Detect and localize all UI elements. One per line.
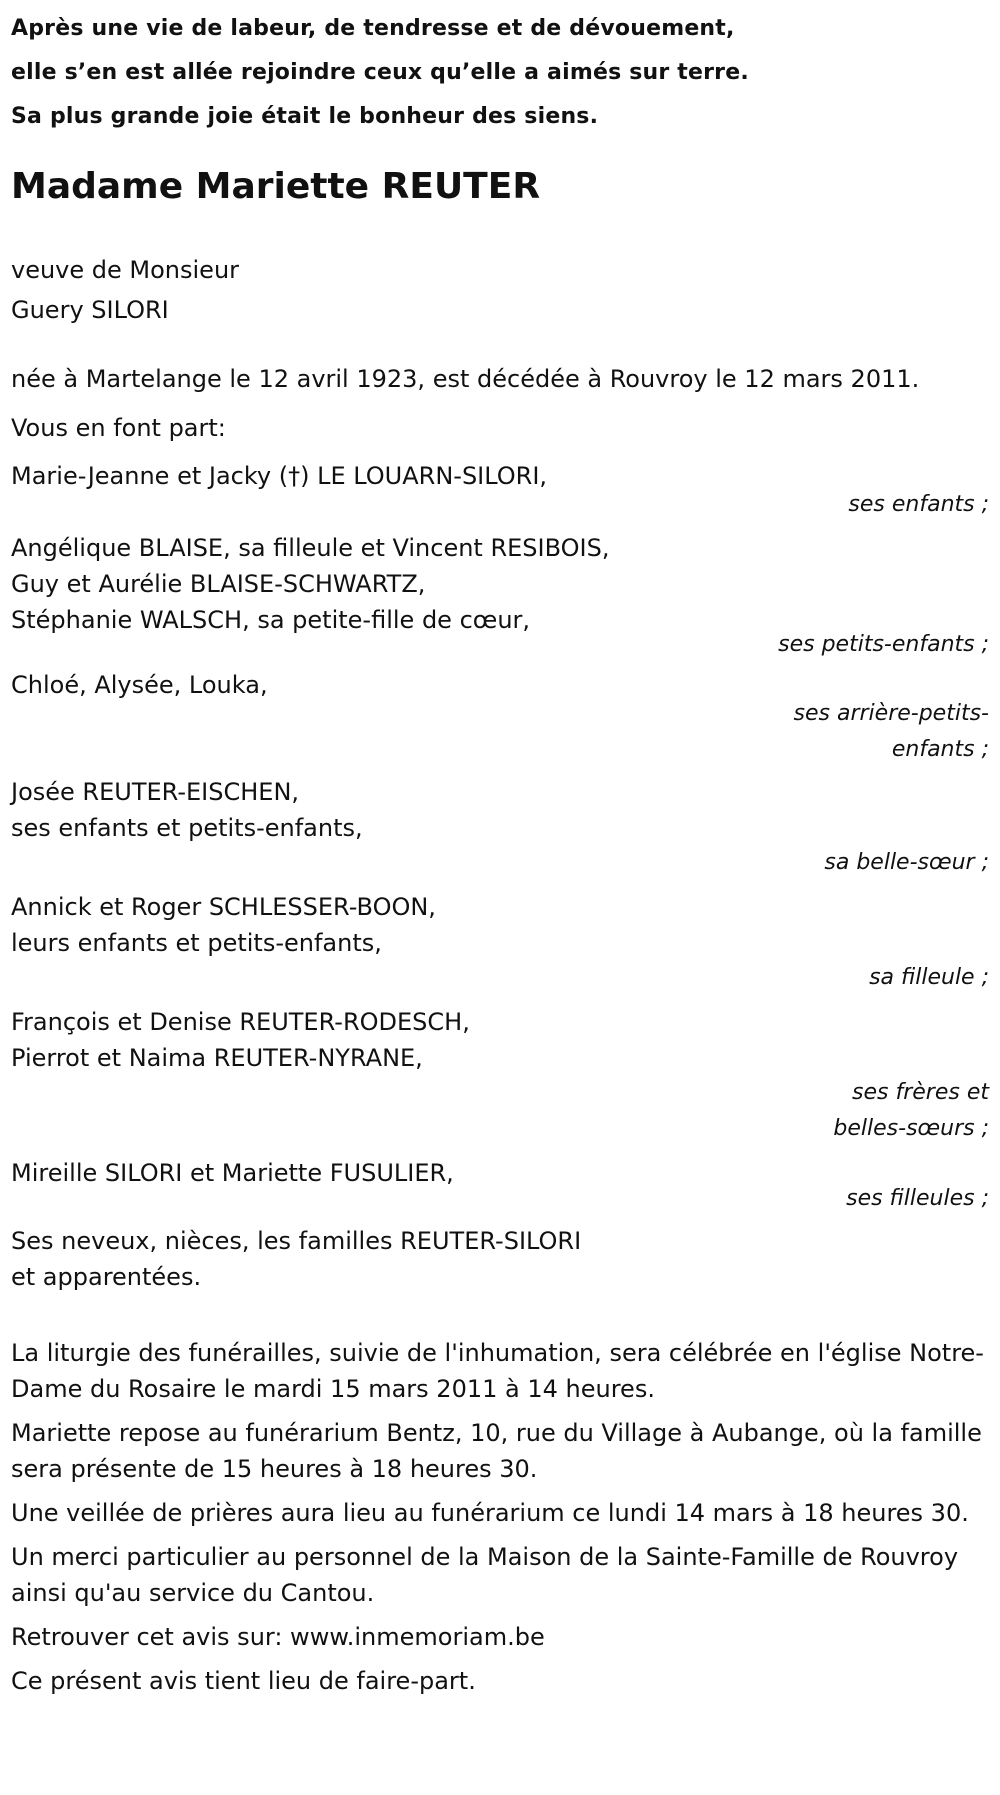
- family-relation: ses petits-enfants ;: [778, 632, 989, 657]
- widow-of-line: veuve de Monsieur: [11, 256, 240, 284]
- family-group: [11, 456, 989, 525]
- extended-family-line: Ses neveux, nièces, les familles REUTER-SILORI: [11, 1227, 582, 1255]
- family-relation: sa belle-sœur ;: [824, 850, 989, 875]
- family-name-line: François et Denise REUTER-RODESCH,: [11, 1008, 470, 1036]
- family-relation: sa filleule ;: [869, 965, 989, 990]
- family-name-line: Pierrot et Naima REUTER-NYRANE,: [11, 1044, 423, 1072]
- family-group: [11, 774, 989, 883]
- ceremony-paragraph: Une veillée de prières aura lieu au funérarium ce lundi 14 mars à 18 heures 30.: [11, 1499, 969, 1527]
- ceremony-paragraph: Mariette repose au funérarium Bentz, 10, rue du Village à Aubange, où la famille sera présente de 15 heures à 18 heures 30.: [11, 1419, 982, 1483]
- family-group: [11, 1153, 989, 1219]
- deceased-name: Madame Mariette REUTER: [11, 166, 541, 207]
- intro-line: Après une vie de labeur, de tendresse et de dévouement,: [11, 16, 735, 41]
- family-name-line: Angélique BLAISE, sa filleule et Vincent RESIBOIS,: [11, 534, 610, 562]
- family-name-line: Stéphanie WALSCH, sa petite-fille de cœur,: [11, 606, 531, 634]
- family-name-line: Josée REUTER-EISCHEN,: [11, 778, 300, 806]
- family-relation: [11, 1075, 989, 1147]
- family-name-line: Annick et Roger SCHLESSER-BOON,: [11, 893, 436, 921]
- family-name-line: leurs enfants et petits-enfants,: [11, 929, 382, 957]
- family-group: [11, 1004, 989, 1147]
- ceremony-details: [11, 1335, 989, 1699]
- family-name-line: Mireille SILORI et Mariette FUSULIER,: [11, 1159, 454, 1187]
- family-relation: ses enfants ;: [848, 492, 989, 517]
- extended-family: [11, 1223, 989, 1295]
- ceremony-paragraph: Retrouver cet avis sur: www.inmemoriam.be: [11, 1623, 545, 1651]
- intro-line: elle s’en est allée rejoindre ceux qu’elle a aimés sur terre.: [11, 60, 749, 85]
- intro-text: [11, 0, 989, 139]
- extended-family-line: et apparentées.: [11, 1263, 202, 1291]
- family-group: [11, 665, 989, 768]
- ceremony-paragraph: Un merci particulier au personnel de la Maison de la Sainte-Famille de Rouvroy ainsi qu'au service du Cantou.: [11, 1543, 959, 1607]
- ceremony-paragraph: La liturgie des funérailles, suivie de l'inhumation, sera célébrée en l'église Notre-Dame du Rosaire le mardi 15 mars 2011 à 14 heures.: [11, 1339, 984, 1403]
- birth-death-statement: née à Martelange le 12 avril 1923, est décédée à Rouvroy le 12 mars 2011.: [11, 365, 920, 393]
- family-relation-text: ses frères et belles-sœurs ;: [833, 1080, 989, 1141]
- family-group: [11, 530, 989, 665]
- family-names: [11, 889, 989, 961]
- intro-line: Sa plus grande joie était le bonheur des siens.: [11, 104, 599, 129]
- family-group: [11, 889, 989, 998]
- family-relation-text: ses arrière-petits-enfants ;: [793, 701, 989, 762]
- family-name-line: ses enfants et petits-enfants,: [11, 814, 363, 842]
- family-names: [11, 530, 989, 638]
- widow-of: [11, 250, 989, 330]
- announcement-text: Vous en font part:: [11, 414, 226, 442]
- family-relation: ses filleules ;: [846, 1186, 989, 1211]
- family-name-line: Marie-Jeanne et Jacky (†) LE LOUARN-SILORI,: [11, 462, 548, 490]
- family-name-line: Chloé, Alysée, Louka,: [11, 671, 268, 699]
- widow-of-line: Guery SILORI: [11, 296, 169, 324]
- family-names: [11, 774, 989, 846]
- obituary-notice: [11, 0, 989, 1699]
- family-name-line: Guy et Aurélie BLAISE-SCHWARTZ,: [11, 570, 426, 598]
- family-names: [11, 1004, 989, 1076]
- family-relation: [11, 696, 989, 768]
- ceremony-paragraph: Ce présent avis tient lieu de faire-part.: [11, 1667, 476, 1695]
